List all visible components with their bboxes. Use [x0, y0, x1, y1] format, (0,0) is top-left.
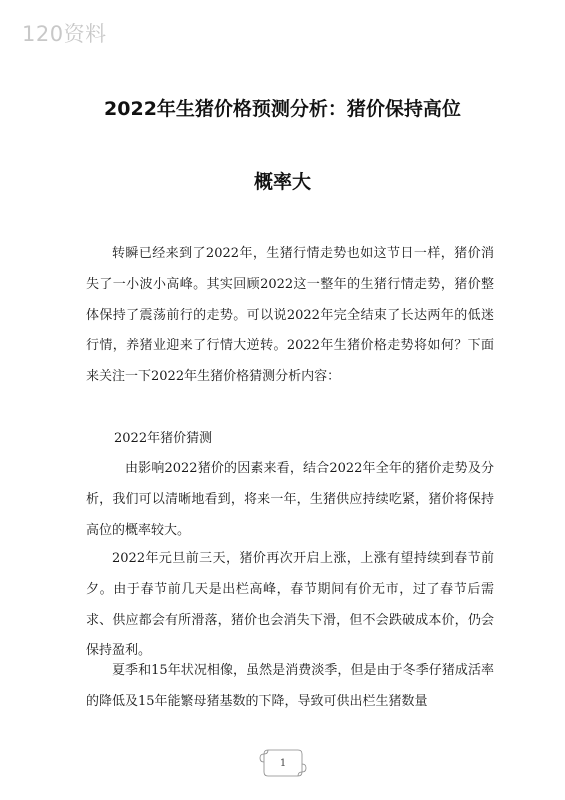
- new-year-paragraph: 2022年元旦前三天，猪价再次开启上涨，上涨有望持续到春节前夕。由于春节前几天是出栏高峰，春节期间有价无市，过了春节后需求、供应都会有所滑落，猪价也会消失下滑，但不会跌破成本价，仍会保持盈利。: [86, 551, 494, 659]
- page-number-scroll: [258, 744, 308, 782]
- section-heading: 2022年猪价猜测: [114, 431, 213, 446]
- page-number: 1: [279, 758, 287, 769]
- document-title-line-2: 概率大: [253, 171, 311, 193]
- summer-paragraph: 夏季和15年状况相像，虽然是消费淡季，但是由于冬季仔猪成活率的降低及15年能繁母猪基数的下降，导致可供出栏生猪数量: [86, 663, 494, 709]
- factors-paragraph: 由影响2022猪价的因素来看，结合2022年全年的猪价走势及分析，我们可以清晰地看到，将来一年，生猪供应持续吃紧，猪价将保持高位的概率较大。: [86, 461, 494, 538]
- intro-paragraph: 转瞬已经来到了2022年，生猪行情走势也如这节日一样，猪价消失了一小波小高峰。其实回顾2022这一整年的生猪行情走势，猪价整体保持了震荡前行的走势。可以说2022年完全结束了长达两年的低迷行情，养猪业迎来了行情大逆转。2022年生猪价格走势将如何？下面来关注一下2022年生猪价格猜测分析内容：: [86, 246, 494, 385]
- watermark-logo: 120资料: [22, 22, 107, 46]
- document-title-line-1: 2022年生猪价格预测分析：猪价保持高位: [104, 98, 461, 120]
